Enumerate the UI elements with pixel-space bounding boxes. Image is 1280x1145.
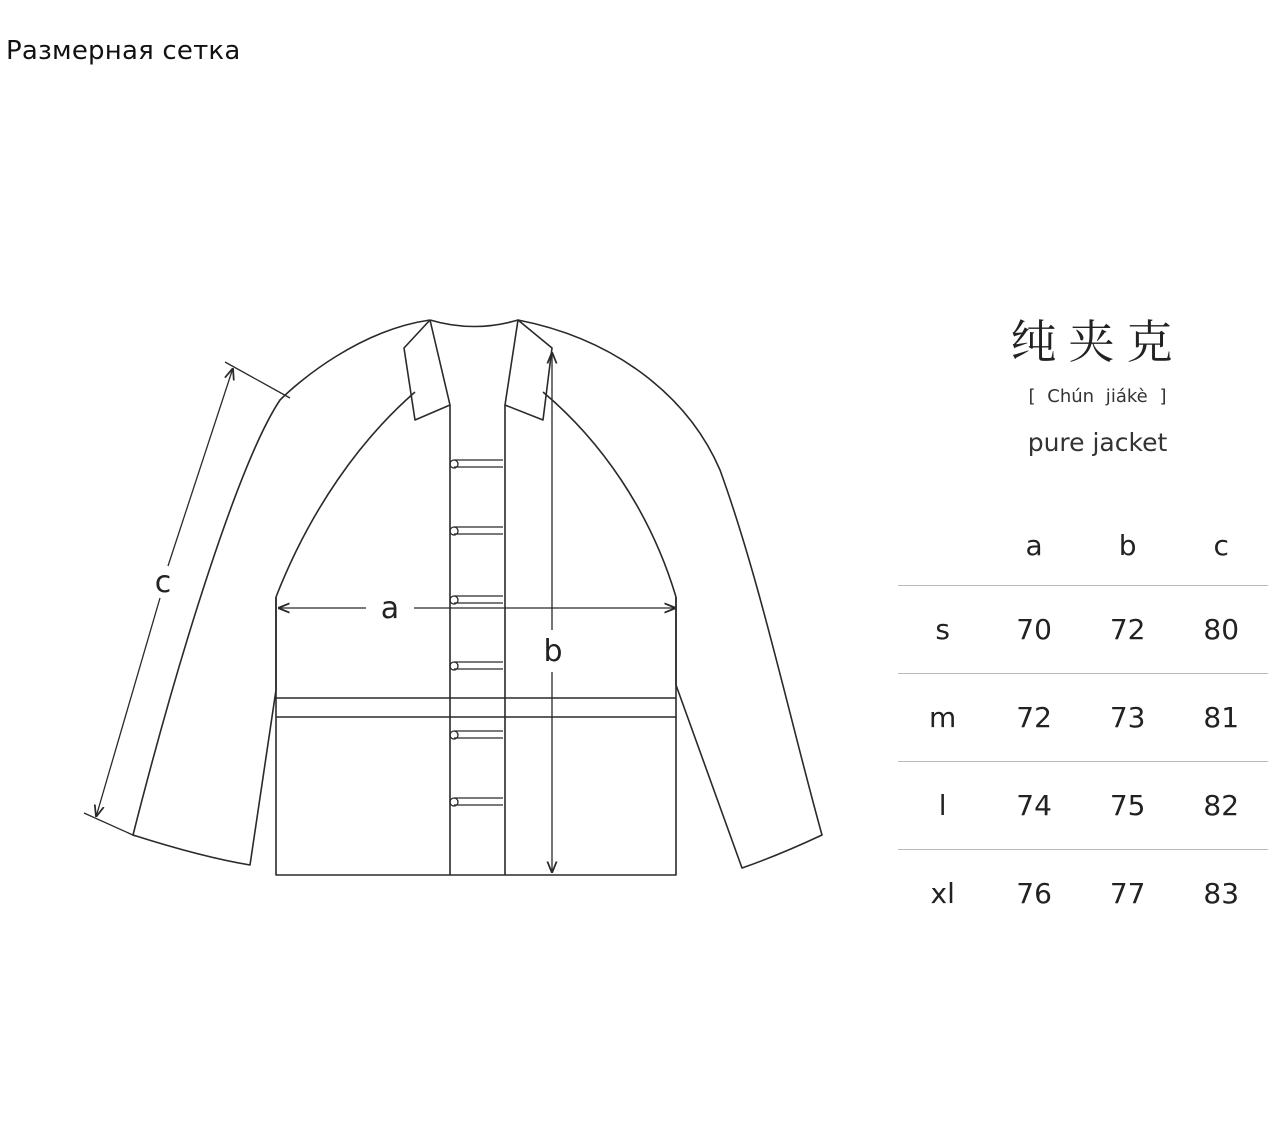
table-row xyxy=(898,674,1268,762)
extension-line-c-bottom xyxy=(84,813,135,836)
value-cell: 75 xyxy=(1081,762,1175,850)
dimension-line-c-bottom xyxy=(96,598,160,817)
raglan-seam-right xyxy=(543,392,676,597)
value-cell: 72 xyxy=(1081,586,1175,674)
header-a: a xyxy=(1025,528,1043,562)
table-row xyxy=(898,586,1268,674)
extension-line-c-top xyxy=(225,362,290,398)
value-cell: 81 xyxy=(1174,674,1268,762)
pinyin-bracket-open: [ xyxy=(1028,386,1036,407)
table-header-row xyxy=(898,505,1268,586)
size-cell: l xyxy=(898,762,987,850)
size-cell: m xyxy=(898,674,987,762)
value-cell: 73 xyxy=(1081,674,1175,762)
value-cell: 74 xyxy=(987,762,1081,850)
value-cell: 83 xyxy=(1174,850,1268,938)
collar xyxy=(404,320,552,420)
dimension-label-b: b xyxy=(543,634,563,669)
value-cell: 76 xyxy=(987,850,1081,938)
raglan-seam-left xyxy=(276,392,415,597)
size-cell: xl xyxy=(898,850,987,938)
size-cell: s xyxy=(898,586,987,674)
header-c: c xyxy=(1213,528,1229,562)
table-row xyxy=(898,762,1268,850)
dimension-label-c: c xyxy=(154,565,172,600)
header-b: b xyxy=(1118,528,1137,562)
header-size xyxy=(898,505,987,586)
value-cell: 72 xyxy=(987,674,1081,762)
product-name-pinyin xyxy=(960,386,1235,407)
value-cell: 77 xyxy=(1081,850,1175,938)
dimension-line-c-top xyxy=(168,368,233,566)
page-title: Размерная сетка xyxy=(6,36,241,66)
pinyin-bracket-close: ] xyxy=(1159,386,1167,407)
product-name-english: pure jacket xyxy=(1027,428,1168,457)
value-cell: 70 xyxy=(987,586,1081,674)
table-row xyxy=(898,850,1268,938)
pinyin-text: Chún jiákè xyxy=(1047,386,1148,407)
frog-buttons xyxy=(450,460,503,806)
dimension-label-a: a xyxy=(380,591,400,626)
jacket-body xyxy=(276,597,676,875)
size-table xyxy=(898,505,1268,937)
right-sleeve xyxy=(518,320,822,868)
product-name-chinese: 纯夹克 xyxy=(1010,315,1185,369)
value-cell: 82 xyxy=(1174,762,1268,850)
value-cell: 80 xyxy=(1174,586,1268,674)
